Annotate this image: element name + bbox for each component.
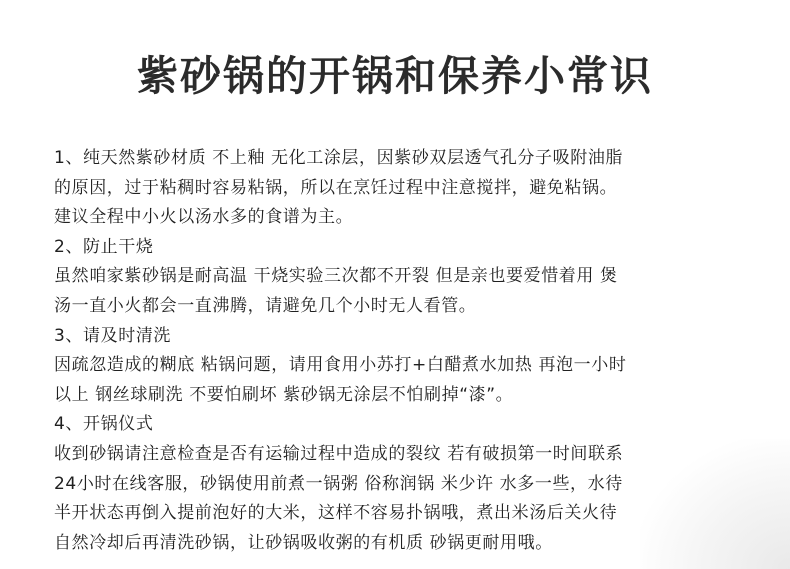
body-text — [54, 144, 774, 558]
text-line: 收到砂锅请注意检查是否有运输过程中造成的裂纹 若有破损第一时间联系 — [54, 443, 624, 464]
text-line: 自然冷却后再清洗砂锅，让砂锅吸收粥的有机质 砂锅更耐用哦。 — [54, 532, 553, 553]
section-heading: 3、请及时清洗 — [54, 325, 172, 346]
text-line: 的原因，过于粘稠时容易粘锅，所以在烹饪过程中注意搅拌，避免粘锅。 — [54, 177, 618, 198]
page-title: 紫砂锅的开锅和保养小常识 — [137, 52, 653, 100]
section-heading: 4、开锅仪式 — [54, 414, 154, 435]
section-heading: 2、防止干烧 — [54, 236, 154, 257]
text-line: 1、纯天然紫砂材质 不上釉 无化工涂层，因紫砂双层透气孔分子吸附油脂 — [54, 148, 624, 168]
text-line: 建议全程中小火以汤水多的食谱为主。 — [54, 207, 354, 228]
text-line: 以上 钢丝球刷洗 不要怕刷坏 紫砂锅无涂层不怕刷掉“漆”。 — [54, 384, 514, 405]
text-line: 24小时在线客服，砂锅使用前煮一锅粥 俗称润锅 米少许 水多一些，水待 — [54, 473, 623, 494]
text-line: 虽然咱家紫砂锅是耐高温 干烧实验三次都不开裂 但是亲也要爱惜着用 煲 — [54, 266, 618, 287]
text-line: 因疏忽造成的糊底 粘锅问题，请用食用小苏打+白醋煮水加热 再泡一小时 — [54, 355, 627, 376]
text-line: 汤一直小火都会一直沸腾，请避免几个小时无人看管。 — [54, 295, 477, 316]
text-line: 半开状态再倒入提前泡好的大米，这样不容易扑锅哦，煮出米汤后关火待 — [54, 503, 618, 524]
